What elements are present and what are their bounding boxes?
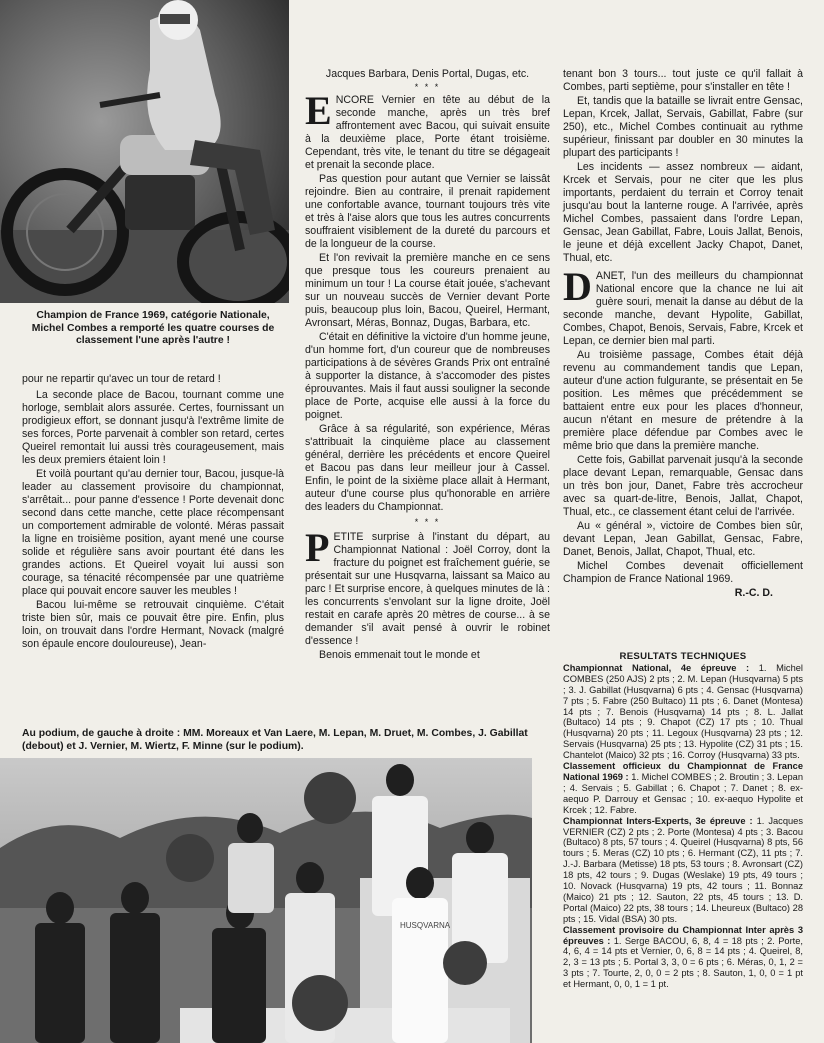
- paragraph: Grâce à sa régularité, son expérience, Méras s'attribuait la cinquième place au classement général, derrière les précédents et encore Queirel et Bacou pas dans leur meilleur jour à Cassel. Enfin, le point de la sixième place allait à Hermant, auteur d'une course plus qu'honorable en arrière des leaders du Championnat.: [305, 423, 550, 513]
- paragraph-text: ANET, l'un des meilleurs du championnat National encore que la chance ne lui ait guère souri, menait la danse au début de la seconde manche, devant Hypolite, Gabillat, Combes, Chapot, Benois, Servais, Fabre, Krcek et Lepan, ce dernier bien mal parti.: [563, 270, 803, 347]
- paragraph: Au troisième passage, Combes était déjà revenu au commandement tandis que Lepan, auteur d'une action fulgurante, se présentait en 5e position. Les mêmes que précédemment se battaient entre eux pour les places d'honneur, aucun n'étant en mesure de prétendre à la première place défendue par Combes avec le même brio que dans la première manche.: [563, 349, 803, 452]
- results-block: [563, 925, 803, 990]
- author-signature: R.-C. D.: [734, 587, 773, 599]
- podium-image: [0, 758, 532, 1043]
- results-block: [563, 663, 803, 761]
- results-heading: Classement provisoire du Championnat Inter après 3 épreuves :: [563, 924, 803, 946]
- results-block: [563, 816, 803, 925]
- paragraph: C'était en définitive la victoire d'un homme jeune, d'un homme fort, d'un coureur que de nombreuses participations à de sévères Grands Prix ont entraîné à supporter la distance, à s'accomoder des pistes éprouvantes. Mais il faut aussi souligner la seconde place de Porte, acquise elle aussi à la force du poignet.: [305, 331, 550, 421]
- jersey-text: HUSQVARNA: [400, 921, 451, 930]
- section-separator: * * *: [414, 82, 441, 92]
- paragraph: Michel Combes devenait officiellement Champion de France National 1969.: [563, 560, 803, 585]
- section-separator: * * *: [414, 517, 441, 527]
- podium-photo: [0, 758, 532, 1043]
- column-1: [22, 373, 284, 652]
- results-box: [563, 652, 803, 990]
- paragraph: Et, tandis que la bataille se livrait entre Gensac, Lepan, Krcek, Jallat, Servais, Gabillat, Fabre (sur 250), etc., Michel Combes continuait au rythme supérieur, finissant par doubler en 30 minutes la plupart des participants !: [563, 95, 803, 159]
- column-3: [563, 68, 803, 600]
- podium-caption: Au podium, de gauche à droite : MM. Moreaux et Van Laere, M. Lepan, M. Druet, M. Combes, J. Gabillat (debout) et J. Vernier, M. Wiertz, F. Minne (sur le podium).: [22, 728, 528, 752]
- results-title: RESULTATS TECHNIQUES: [619, 651, 747, 662]
- rider-photo: [0, 0, 289, 303]
- results-block: [563, 761, 803, 816]
- paragraph: Bacou lui-même se retrouvait cinquième. C'était triste bien sûr, mais ce pouvait être pire. Enfin, plus loin, on trouvait dans l'ordre Hermant, Novack (malgré son épaule encore douloureuse), Jean-: [22, 599, 284, 650]
- paragraph: Les incidents — assez nombreux — aidant, Krcek et Servais, pour ne citer que les plus importants, perdaient du terrain et Corroy tenait jusqu'au bout la lanterne rouge. A l'arrivée, après Michel Combes, passaient dans l'ordre Lepan, Gensac, Jean Gabillat, Fabre, Louis Jallat, Benois, le jeune et déjà excellent Jacky Chapot, Danet, Thual, etc.: [563, 161, 803, 264]
- results-heading: Championnat National, 4e épreuve :: [563, 662, 750, 673]
- paragraph-text: ETITE surprise à l'instant du départ, au Championnat National : Joël Corroy, dont la fracture du poignet est fraîchement guérie, se présentait sur une Husqvarna, laissant sa Maico au parc ! Et surprise encore, à quelques minutes de là : les concurrents s'envolant sur la ligne droite, Joël restait en carafe après 20 mètres de course... à se demander s'il avait pensé à ouvrir le robinet d'essence !: [305, 531, 550, 647]
- paragraph: Pas question pour autant que Vernier se laissât rejoindre. Bien au contraire, il prenait rapidement une confortable avance, tournant toujours très vite et très à l'aise alors que tous les autres concurrents souffraient visiblement de la dureté du parcours et de la longueur de la course.: [305, 173, 550, 250]
- paragraph: tenant bon 3 tours... tout juste ce qu'il fallait à Combes, parti septième, pour s'installer en tête !: [563, 68, 803, 93]
- paragraph: Jacques Barbara, Denis Portal, Dugas, etc.: [325, 68, 530, 80]
- results-heading: Classement officieux du Championnat de France National 1969 :: [563, 761, 803, 782]
- paragraph: La seconde place de Bacou, tournant comme une horloge, semblait alors assurée. Certes, fournissant un prodigieux effort, se donnant jusqu'à l'extrême limite de ses forces, Porte parvenait à combler son retard, certes Queirel remontait lui aussi très courageusement, mais les deux premiers étaient loin !: [22, 389, 284, 466]
- drop-cap: D: [563, 264, 592, 309]
- paragraph: Au « général », victoire de Combes bien sûr, devant Lepan, Jean Gabillat, Gensac, Fabre, Danet, Benois, Jallat, Chapot, Thual, etc.: [563, 520, 803, 558]
- drop-cap: E: [305, 88, 332, 133]
- results-text: 1. Serge BACOU, 6, 8, 4 = 18 pts ; 2. Porte, 4, 6, 4 = 14 pts et Vernier, 0, 6, 8 = 14 pts ; 4. Queirel, 8, 2, 3 = 13 pts ; 5. Portal 3, 3, 0 = 6 pts ; 6. Méras, 0, 1, 2 = 3 pts ; 7. Tourte, 2, 0, 0 = 2 pts ; 8. Sauton, 1, 0, 0 = 1 pt et Hermant, 0, 0, 1 = 1 pt.: [563, 935, 803, 990]
- paragraph: pour ne repartir qu'avec un tour de retard !: [22, 373, 221, 385]
- column-2: [305, 68, 550, 663]
- results-text: 1. Michel COMBES ; 2. Broutin ; 3. Lepan ; 4. Servais ; 5. Gabillat ; 6. Chapot ; 7. Danet ; 8. ex-aequo P. Darrouy et Gensac ; 10. ex-aequo Hypolite et Krcek ; 12. Fabre.: [563, 771, 803, 815]
- paragraph: Benois emmenait tout le monde et: [319, 649, 480, 661]
- top-photo-caption: Champion de France 1969, catégorie Nationale, Michel Combes a remporté les quatre courses de classement l'une après l'autre !: [31, 310, 275, 346]
- motocross-rider-image: [0, 0, 289, 303]
- results-heading: Championnat Inters-Experts, 3e épreuve :: [563, 815, 753, 826]
- paragraph-dropcap: [305, 525, 550, 648]
- paragraph: Et voilà pourtant qu'au dernier tour, Bacou, jusque-là leader au classement provisoire du championnat, s'arrêtait... pour panne d'essence ! Porte devenait donc second dans cette manche, cette place récompensant un comportement admirable de volonté. Méras passait la ligne en troisième position, ayant mené une course solide et régulière sans avoir pourtant été dans les grandes actions. Et Queirel voyait lui aussi son courage, sa ténacité récompensée par une quatrième place qui pouvait encore sauver les meubles !: [22, 468, 284, 597]
- paragraph-dropcap: [305, 88, 550, 172]
- paragraph-text: NCORE Vernier en tête au début de la seconde manche, après un très bref affrontement avec Bacou, qui suivait ensuite à la deuxième place, Porte étant troisième. Cependant, très vite, le tenant du titre se dégageait et prenait la seconde place.: [305, 94, 550, 171]
- paragraph-dropcap: [563, 264, 803, 348]
- results-text: 1. Jacques VERNIER (CZ) 2 pts ; 2. Porte (Montesa) 4 pts ; 3. Bacou (Bultaco) 8 pts, 57 tours ; 4. Queirel (Husqvarna) 8 pts, 56 tours ; 5. Meras (CZ) 10 pts ; 6. Hermant (CZ), 11 pts ; 7. J.-J. Barbara (Metisse) 18 pts, 53 tours ; 8. Avronsart (CZ) 18 pts, 42 tours ; 9. Dugas (Weslake) 19 pts, 49 tours ; 10. Novack (Husqvarna) 19 pts, 42 tours ; 11. Bonnaz (Maico) 21 pts ; 12. Sauton, 22 pts, 45 tours ; 13. D. Portal (Maico) 22 pts, 38 tours ; 14. Lheureux (Bultaco) 28 pts ; 15. Vidal (BSA) 30 pts.: [563, 815, 803, 924]
- drop-cap: P: [305, 525, 330, 570]
- results-text: 1. Michel COMBES (250 AJS) 2 pts ; 2. M. Lepan (Husqvarna) 5 pts ; 3. J. Gabillat (Husqvarna) 6 pts ; 4. Gensac (Husqvarna) 7 pts ; 5. Fabre (250 Bultaco) 11 pts ; 6. Danet (Montesa) 14 pts ; 7. Benois (Husqvarna) 14 pts ; 8. L. Jallat (Bultaco) 14 pts ; 9. Chapot (CZ) 17 pts ; 10. Thual (Husqvarna) 20 pts ; 11. Legoux (Husqvarna) 23 pts ; 12. Servais (Husqvarna) 25 pts ; 13. Hypolite (CZ) 31 pts ; 15. Chantelot (Maico) 32 pts ; 16. Corroy (Husqvarna) 33 pts.: [563, 662, 803, 761]
- paragraph: Et l'on revivait la première manche en ce sens que presque tous les coureurs prenaient au minimum un tour ! La course était jouée, s'achevant sur un nouveau succès de Vernier devant Porte puis, beaucoup plus loin, Bacou, Queirel, Hermant, Avronsart, Méras, Bonnaz, Dugas, Barbara, etc.: [305, 252, 550, 329]
- paragraph: Cette fois, Gabillat parvenait jusqu'à la seconde place devant Lepan, remarquable, Gensac dans un très bon jour, Danet, Fabre très accrocheur avec sa quart-de-litre, Benois, Jallat, Chapot, Thual, etc., ce classement étant celui de l'arrivée.: [563, 454, 803, 518]
